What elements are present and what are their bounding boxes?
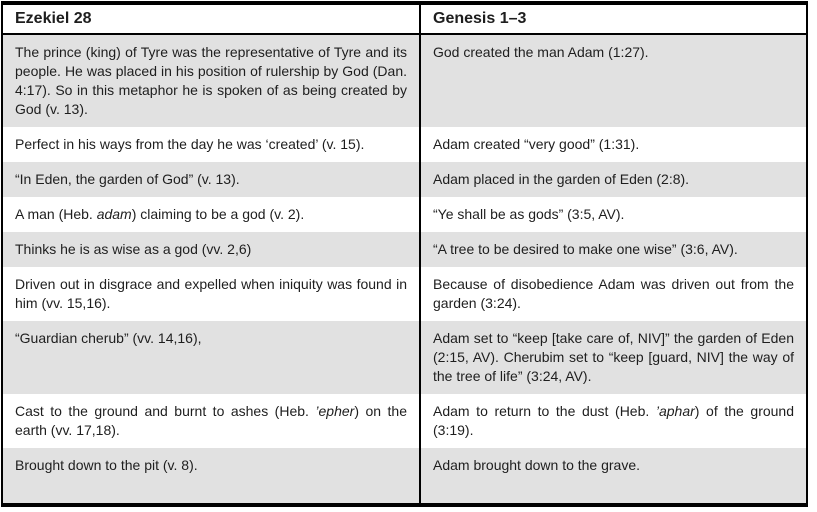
table-row: [3, 35, 806, 127]
cell-text-segment: “A tree to be desired to make one wise” (3:6, AV).: [433, 241, 738, 257]
cell-text-segment: Driven out in disgrace and expelled when iniquity was found in him (vv. 15,16).: [15, 276, 407, 311]
column-header-label: Genesis 1–3: [433, 10, 527, 27]
cell-text-segment: The prince (king) of Tyre was the representative of Tyre and its people. He was placed in his position of rulership by God (Dan. 4:17). So in this metaphor he is spoken of as being created by God (v. 13).: [15, 44, 407, 117]
table-row: [3, 232, 806, 267]
cell-ezekiel: [3, 127, 421, 162]
cell-genesis: [421, 394, 806, 448]
cell-text-segment: “In Eden, the garden of God” (v. 13).: [15, 171, 240, 187]
cell-text-segment: ’aphar: [655, 403, 695, 419]
cell-text-segment: A man (Heb.: [15, 206, 97, 222]
column-header-label: Ezekiel 28: [15, 10, 92, 27]
comparison-table: [1, 1, 808, 507]
table-row: [3, 197, 806, 232]
cell-ezekiel: [3, 394, 421, 448]
cell-ezekiel: [3, 267, 421, 321]
cell-text-segment: Adam created “very good” (1:31).: [433, 136, 640, 152]
table-header-row: [3, 5, 806, 35]
cell-ezekiel: [3, 35, 421, 127]
cell-text-segment: Adam brought down to the grave.: [433, 457, 641, 473]
cell-genesis: [421, 35, 806, 127]
column-header-ezekiel: [3, 5, 421, 33]
cell-text-segment: “Ye shall be as gods” (3:5, AV).: [433, 206, 625, 222]
cell-text-segment: Because of disobedience Adam was driven out from the garden (3:24).: [433, 276, 794, 311]
cell-ezekiel: [3, 448, 421, 503]
table-row: [3, 162, 806, 197]
cell-genesis: [421, 448, 806, 503]
cell-text-segment: adam: [96, 206, 132, 222]
cell-ezekiel: [3, 321, 421, 394]
cell-text-segment: ) of the ground (3:19).: [433, 403, 794, 438]
table-row: [3, 321, 806, 394]
cell-ezekiel: [3, 162, 421, 197]
cell-genesis: [421, 197, 806, 232]
cell-genesis: [421, 267, 806, 321]
table-body: [3, 35, 806, 503]
cell-ezekiel: [3, 232, 421, 267]
cell-text-segment: Adam set to “keep [take care of, NIV]” the garden of Eden (2:15, AV). Cherubim set to “keep [guard, NIV] the way of the tree of life” (3:24, AV).: [433, 330, 794, 384]
cell-text-segment: “Guardian cherub” (vv. 14,16),: [15, 330, 202, 346]
table-row: [3, 448, 806, 503]
cell-text-segment: Cast to the ground and burnt to ashes (Heb.: [15, 403, 316, 419]
cell-text-segment: Perfect in his ways from the day he was ‘created’ (v. 15).: [15, 136, 365, 152]
cell-text-segment: ) on the earth (vv. 17,18).: [15, 403, 407, 438]
cell-ezekiel: [3, 197, 421, 232]
cell-text-segment: God created the man Adam (1:27).: [433, 44, 649, 60]
table-row: [3, 267, 806, 321]
cell-genesis: [421, 232, 806, 267]
cell-genesis: [421, 321, 806, 394]
table-row: [3, 394, 806, 448]
cell-genesis: [421, 162, 806, 197]
cell-text-segment: Brought down to the pit (v. 8).: [15, 457, 198, 473]
column-header-genesis: [421, 5, 806, 33]
cell-text-segment: Adam placed in the garden of Eden (2:8).: [433, 171, 690, 187]
cell-genesis: [421, 127, 806, 162]
cell-text-segment: ) claiming to be a god (v. 2).: [131, 206, 305, 222]
cell-text-segment: Adam to return to the dust (Heb.: [433, 403, 656, 419]
cell-text-segment: ’epher: [315, 403, 355, 419]
table-row: [3, 127, 806, 162]
cell-text-segment: Thinks he is as wise as a god (vv. 2,6): [15, 241, 252, 257]
